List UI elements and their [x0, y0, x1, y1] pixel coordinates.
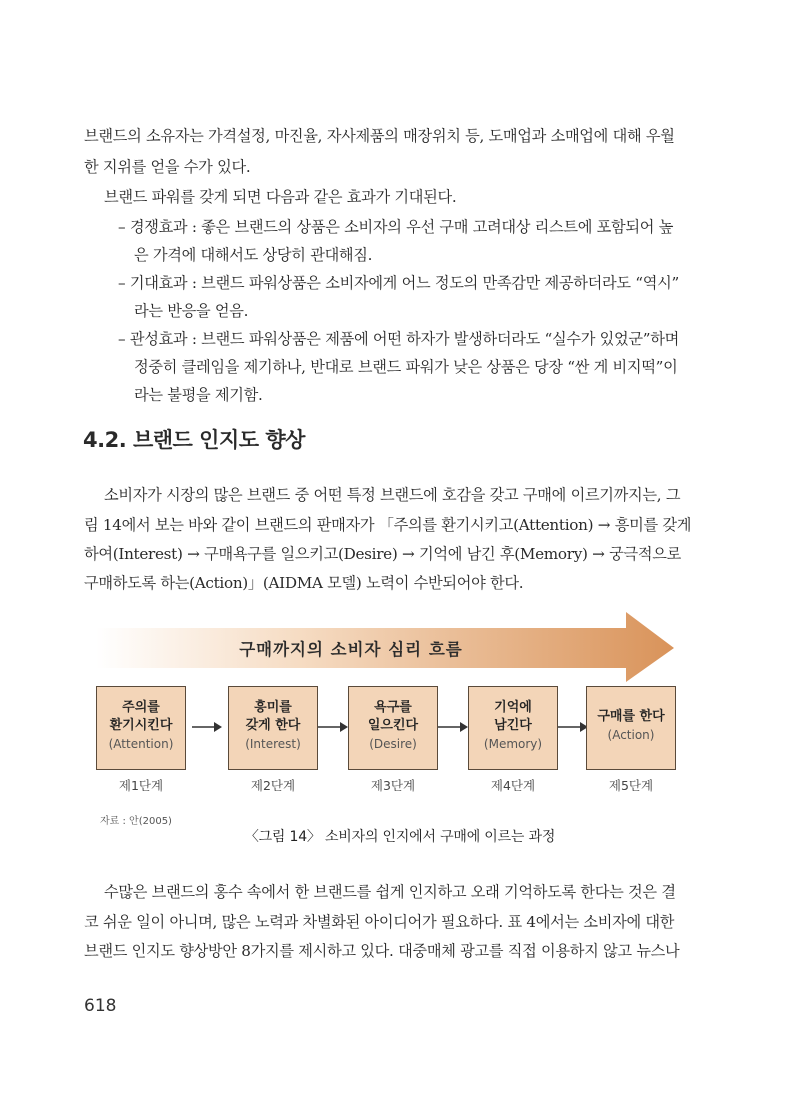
aidma-diagram — [96, 606, 676, 796]
stage-english: (Interest) — [245, 737, 301, 751]
stage-label: 제4단계 — [490, 778, 536, 793]
effect-item-inertia: – 관성효과 : 브랜드 파워상품은 제품에 어떤 하자가 발생하더라도 “실수가 있었군”하며 — [118, 330, 679, 348]
figure-source: 자료 : 안(2005) — [100, 816, 172, 827]
paragraph-line: 하여(Interest) → 구매욕구를 일으키고(Desire) → 기억에 남긴 후(Memory) → 궁극적으로 — [84, 545, 681, 563]
stage-line: 환기시킨다 — [109, 718, 173, 733]
stage-line: 기억에 — [494, 700, 532, 715]
paragraph-line: 수많은 브랜드의 홍수 속에서 한 브랜드를 쉽게 인지하고 오래 기억하도록 한다는 것은 결 — [104, 883, 676, 901]
stage-line: 일으킨다 — [367, 718, 419, 733]
stage-box-desire — [348, 686, 438, 770]
paragraph-line: 림 14에서 보는 바와 같이 브랜드의 판매자가 「주의를 환기시키고(Attention) → 흥미를 갖게 — [84, 516, 692, 534]
arrow-right-icon — [438, 720, 468, 734]
stage-line: 흥미를 — [254, 700, 292, 715]
arrow-right-icon — [558, 720, 588, 734]
effect-item-expectation-cont: 라는 반응을 얻음. — [134, 302, 249, 320]
stage-english: (Desire) — [369, 737, 417, 751]
stage-label: 제3단계 — [370, 778, 416, 793]
figure-caption: 〈그림 14〉 소비자의 인지에서 구매에 이르는 과정 — [244, 829, 556, 845]
stage-label: 제2단계 — [250, 778, 296, 793]
paragraph-line: 구매하도록 하는(Action)」(AIDMA 모델) 노력이 수반되어야 한다. — [84, 574, 524, 592]
stage-box-interest — [228, 686, 318, 770]
stage-line: 주의를 — [122, 700, 160, 715]
banner-title: 구매까지의 소비자 심리 흐름 — [239, 640, 463, 659]
paragraph-line: 소비자가 시장의 많은 브랜드 중 어떤 특정 브랜드에 호감을 갖고 구매에 이르기까지는, 그 — [104, 486, 681, 504]
stage-english: (Attention) — [108, 737, 174, 751]
paragraph-line: 한 지위를 얻을 수가 있다. — [84, 158, 251, 176]
stage-english: (Memory) — [483, 737, 543, 751]
stage-english: (Action) — [607, 728, 655, 742]
stage-box-action — [586, 686, 676, 770]
paragraph-line: 브랜드의 소유자는 가격설정, 마진율, 자사제품의 매장위치 등, 도매업과 소매업에 대해 우월 — [84, 127, 675, 145]
effect-item-inertia-cont: 정중히 클레임을 제기하나, 반대로 브랜드 파워가 낮은 상품은 당장 “싼 게 비지떡”이 — [134, 358, 678, 376]
stage-line: 남긴다 — [494, 718, 532, 733]
stage-box-memory — [468, 686, 558, 770]
effect-item-expectation: – 기대효과 : 브랜드 파워상품은 소비자에게 어느 정도의 만족감만 제공하더라도 “역시” — [118, 274, 679, 292]
paragraph-line: 브랜드 인지도 향상방안 8가지를 제시하고 있다. 대중매체 광고를 직접 이용하지 않고 뉴스나 — [84, 942, 680, 960]
stage-line: 갖게 한다 — [245, 718, 301, 733]
stage-line: 욕구를 — [374, 700, 412, 715]
arrow-right-icon — [192, 720, 222, 734]
section-title: 4.2. 브랜드 인지도 향상 — [83, 428, 305, 452]
stage-label: 제5단계 — [608, 778, 654, 793]
arrow-right-icon — [318, 720, 348, 734]
paragraph-line: 브랜드 파워를 갖게 되면 다음과 같은 효과가 기대된다. — [104, 188, 457, 206]
stage-label: 제1단계 — [118, 778, 164, 793]
page-number: 618 — [84, 996, 117, 1016]
paragraph-line: 코 쉬운 일이 아니며, 많은 노력과 차별화된 아이디어가 필요하다. 표 4에서는 소비자에 대한 — [84, 913, 675, 931]
stage-box-attention — [96, 686, 186, 770]
effect-item-competition: – 경쟁효과 : 좋은 브랜드의 상품은 소비자의 우선 구매 고려대상 리스트에 포함되어 높 — [118, 218, 674, 236]
effect-item-inertia-cont2: 라는 불평을 제기함. — [134, 386, 263, 404]
stage-line: 구매를 한다 — [597, 709, 665, 724]
effect-item-competition-cont: 은 가격에 대해서도 상당히 관대해짐. — [134, 246, 373, 264]
